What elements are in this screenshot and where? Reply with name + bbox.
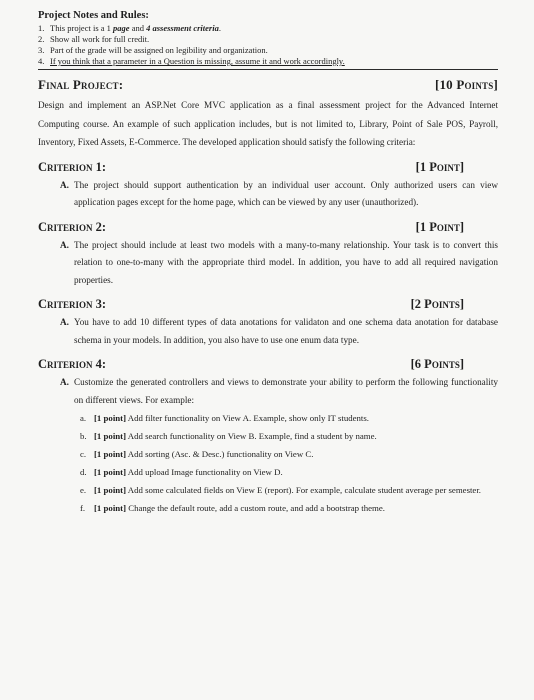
sub-item-points: [1 point]	[94, 503, 127, 513]
sub-item-letter: e.	[80, 485, 87, 495]
criterion-2-heading	[38, 220, 498, 235]
sub-item-desc: Add search functionality on View B. Example, find a student by name.	[126, 431, 377, 441]
sub-item-desc: Add sorting (Asc. & Desc.) functionality on View C.	[126, 449, 314, 459]
criterion-1-heading	[38, 160, 498, 175]
sub-item-desc: Add filter functionality on View A. Example, show only IT students.	[126, 413, 370, 423]
sub-item	[80, 481, 498, 499]
sub-item-points: [1 point]	[94, 467, 127, 477]
criterion-item-letter: A.	[60, 239, 69, 250]
criterion-points: [1 Point]	[415, 159, 464, 174]
note-text: If you think that a parameter in a Question is missing, assume it and work accordingly.	[50, 56, 345, 66]
criterion-1-item	[60, 177, 498, 212]
sub-item-desc: Change the default route, add a custom route, and add a bootstrap theme.	[126, 503, 385, 513]
criterion-points: [1 Point]	[415, 219, 464, 234]
final-project-intro: Design and implement an ASP.Net Core MVC application as a final assessment project for the Advanced Internet Computing course. An example of such application includes, but is not limited to, Library, Point of Sale POS, Payroll, Inventory, Fixed Assets, E-Commerce. The developed application should satisfy the following criteria:	[38, 100, 498, 147]
note-number: 4.	[38, 56, 45, 66]
note-item	[38, 34, 498, 45]
final-project-title: Final Project:	[38, 77, 124, 92]
sub-item-text	[94, 445, 498, 463]
sub-item-text	[94, 409, 498, 427]
sub-item-text	[94, 463, 498, 481]
note-number: 2.	[38, 34, 45, 44]
note-text-part: This project is a 1	[50, 23, 114, 33]
sub-item	[80, 445, 498, 463]
sub-item-letter: c.	[80, 449, 87, 459]
criterion-3-heading	[38, 297, 498, 312]
note-emphasis: page	[113, 23, 130, 33]
criterion-item-text: The project should support authentication by an individual user account. Only authorized users can view application pages except for the home page, which can be viewed by any user (unauthorized).	[74, 179, 498, 207]
sub-item-text	[94, 427, 498, 445]
note-text: Part of the grade will be assigned on legibility and organization.	[50, 45, 268, 55]
divider	[38, 69, 498, 70]
note-text-part: and	[129, 23, 147, 33]
criterion-title: Criterion 3:	[38, 297, 107, 311]
criterion-title: Criterion 1:	[38, 159, 107, 174]
sub-item-desc: Add some calculated fields on View E (report). For example, calculate student average per semester.	[126, 485, 481, 495]
notes-title: Project Notes and Rules:	[38, 10, 149, 21]
criterion-3-item	[60, 314, 498, 349]
final-project-points: [10 Points]	[434, 77, 498, 92]
note-number: 1.	[38, 23, 45, 33]
sub-item-points: [1 point]	[94, 449, 127, 459]
criterion-4-item	[60, 374, 498, 409]
note-item	[38, 56, 498, 67]
sub-item-points: [1 point]	[94, 485, 127, 495]
note-text-part: .	[218, 23, 221, 33]
sub-item-desc: Add upload Image functionality on View D.	[126, 467, 283, 477]
note-item	[38, 23, 498, 34]
note-emphasis: 4 assessment criteria	[146, 23, 219, 33]
note-text: Show all work for full credit.	[50, 34, 150, 44]
criterion-points: [6 Points]	[410, 357, 464, 371]
sub-item-letter: d.	[80, 467, 87, 477]
criterion-title: Criterion 2:	[38, 219, 107, 234]
notes-list	[38, 23, 498, 67]
criterion-points: [2 Points]	[410, 297, 464, 311]
sub-item-points: [1 point]	[94, 413, 127, 423]
criterion-item-letter: A.	[60, 317, 69, 327]
sub-item	[80, 499, 498, 517]
sub-item-points: [1 point]	[94, 431, 127, 441]
criterion-item-letter: A.	[60, 179, 69, 190]
sub-item	[80, 409, 498, 427]
criterion-item-text: Customize the generated controllers and views to demonstrate your ability to perform the following functionality on different views. For example:	[74, 377, 498, 405]
criterion-item-text: You have to add 10 different types of data anotations for validaton and one schema data anotation for database schema in your models. In addition, you also have to use one enum data type.	[74, 317, 498, 345]
sub-item-letter: a.	[80, 413, 87, 423]
sub-item-text	[94, 481, 498, 499]
note-number: 3.	[38, 45, 45, 55]
sub-item	[80, 427, 498, 445]
criterion-item-text: The project should include at least two models with a many-to-many relationship. Your task is to convert this relation to one-to-many with the appropriate third model. In addition, you have to add all required navigation properties.	[74, 239, 498, 285]
criterion-4-subitems	[38, 409, 498, 517]
final-project-heading	[38, 77, 498, 93]
criterion-4-heading	[38, 357, 498, 372]
sub-item	[80, 463, 498, 481]
criterion-2-item	[60, 237, 498, 290]
note-text	[50, 23, 221, 34]
criterion-title: Criterion 4:	[38, 357, 107, 371]
criterion-item-letter: A.	[60, 377, 69, 387]
sub-item-letter: b.	[80, 431, 87, 441]
sub-item-text	[94, 499, 498, 517]
sub-item-letter: f.	[80, 503, 86, 513]
note-item	[38, 45, 498, 56]
